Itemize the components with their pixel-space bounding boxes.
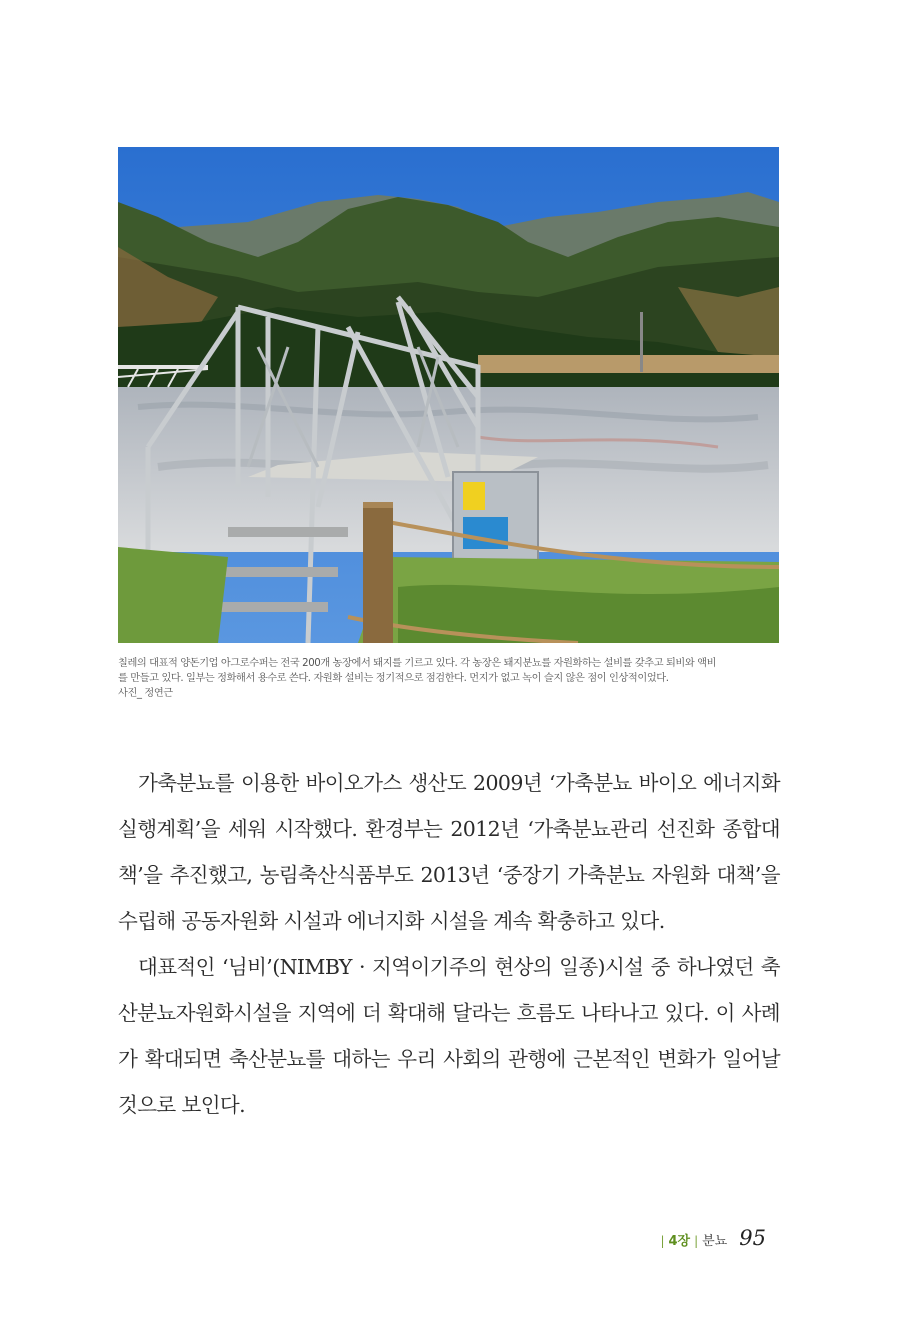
caption-line-1: 칠레의 대표적 양돈기업 아그로수퍼는 전국 200개 농장에서 돼지를 기르고 있다. 각 농장은 돼지분뇨를 자원화하는 설비를 갖추고 퇴비와 액비 — [118, 658, 717, 669]
paragraph-2: 대표적인 ‘님비’(NIMBY · 지역이기주의 현상의 일종)시설 중 하나였던 축산분뇨자원화시설을 지역에 더 확대해 달라는 흐름도 나타나고 있다. 이 사례가 확대되면 축산분뇨를 대하는 우리 사회의 관행에 근본적인 변화가 일어날 것으로 보인다. — [118, 955, 780, 1117]
page-number: 95 — [739, 1226, 766, 1250]
chapter-label: 4장 — [668, 1234, 691, 1249]
facility-photo — [118, 147, 779, 643]
photo-caption — [118, 656, 780, 701]
photo-credit: 사진_ 정연근 — [118, 688, 173, 699]
photo-image — [118, 147, 779, 643]
paragraph-1: 가축분뇨를 이용한 바이오가스 생산도 2009년 ‘가축분뇨 바이오 에너지화 실행계획’을 세워 시작했다. 환경부는 2012년 ‘가축분뇨관리 선진화 종합대책’을 추진했고, 농림축산식품부도 2013년 ‘중장기 가축분뇨 자원화 대책’을 수립해 공동자원화 시설과 에너지화 시설을 계속 확충하고 있다. — [118, 771, 780, 933]
body-text — [118, 760, 780, 1128]
caption-line-2: 를 만들고 있다. 일부는 정화해서 용수로 쓴다. 자원화 설비는 정기적으로 점검한다. 먼지가 없고 녹이 슬지 않은 점이 인상적이었다. — [118, 673, 669, 684]
page-footer — [660, 1226, 766, 1250]
section-label: 분뇨 — [702, 1234, 728, 1249]
separator-icon: | — [660, 1234, 665, 1248]
separator-icon: | — [694, 1234, 699, 1248]
